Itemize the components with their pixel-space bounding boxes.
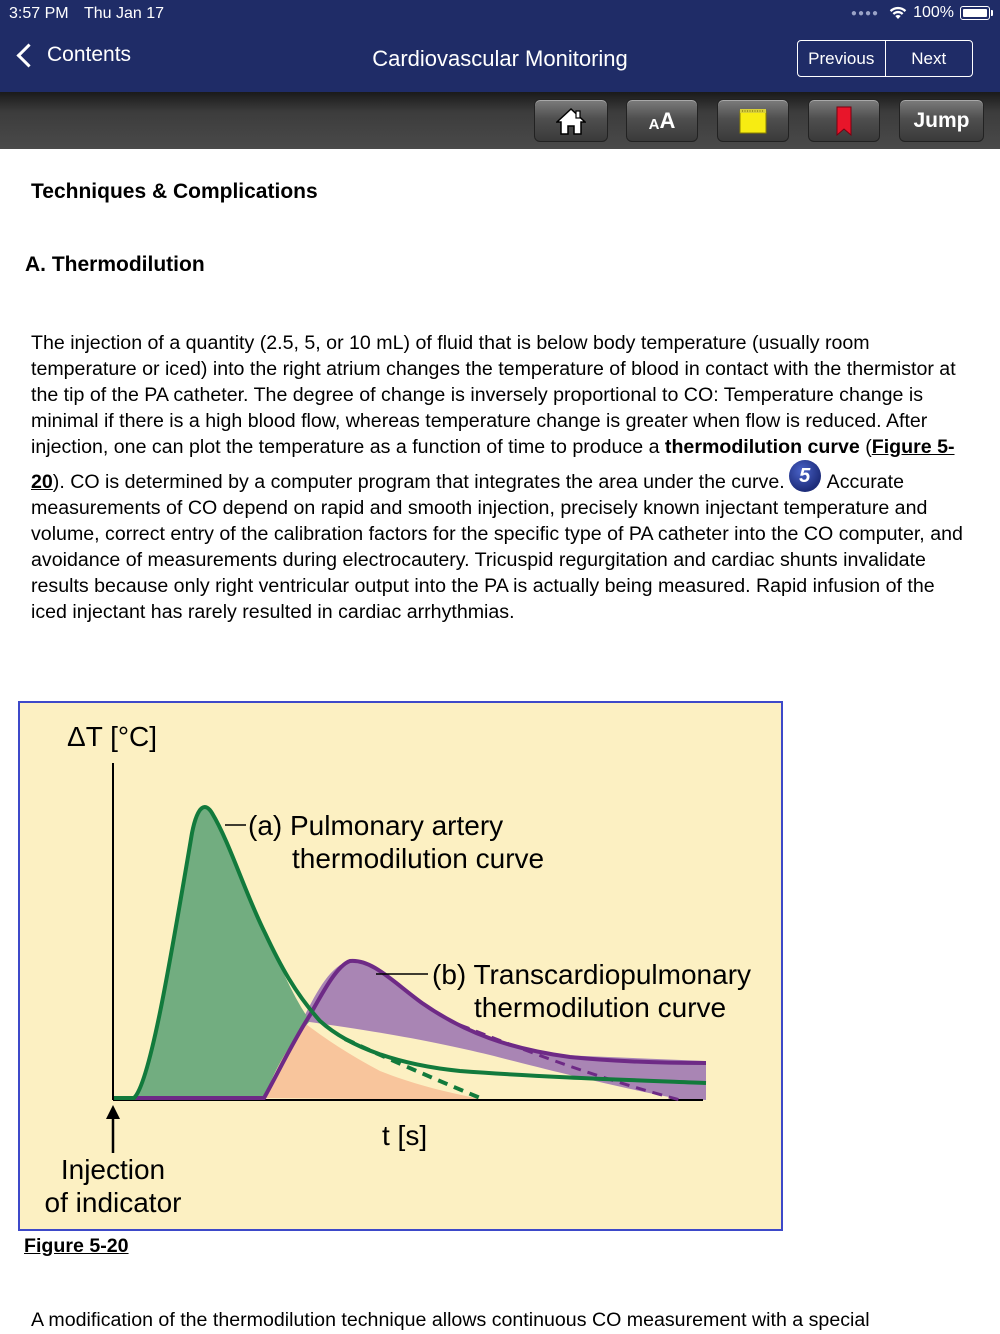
subsection-title: A. Thermodilution	[25, 253, 205, 276]
figure-caption-link[interactable]: Figure 5-20	[24, 1235, 129, 1257]
bold-term: thermodilution curve	[664, 436, 860, 458]
curve-a-label-line2: thermodilution curve	[292, 843, 545, 874]
text-size-button[interactable]	[626, 99, 698, 142]
home-icon	[556, 106, 586, 136]
y-axis-label: ΔT [°C]	[67, 721, 158, 752]
status-date: Thu Jan 17	[84, 5, 165, 22]
chevron-left-icon	[16, 43, 40, 67]
curve-a-fill	[114, 807, 310, 1098]
section-title: Techniques & Complications	[31, 180, 318, 203]
figure-thermodilution	[18, 701, 783, 1231]
para-text: Accurate measurements of CO depend on rapid and smooth injection, precisely known injectant temperature and volume, correct entry of the calibration factors for the specific type of PA catheter into the CO computer, and avoidance of measurements during electrocautery. Tricuspid regurgitation and cardiac shunts invalidate results because only right ventricular output into the PA is actually being measured. Rapid infusion of the iced injectant has rarely resulted in cardiac arrhythmias.	[31, 471, 963, 623]
prev-next-segmented-control	[797, 40, 973, 77]
next-button[interactable]: Next	[911, 48, 947, 68]
body-paragraph	[31, 330, 966, 625]
para-text: The injection of a quantity (2.5, 5, or 10 mL) of fluid that is below body temperature (usually room temperature or iced) into the right atrium changes the temperature of blood in contact with the thermistor at the tip of the PA catheter. The degree of change is inversely proportional to CO: Temperature change is minimal if there is a high blood flow, whereas temperature change is greater when flow is reduced. After injection, one can plot the temperature as a function of time to produce a	[31, 332, 956, 458]
body-paragraph-2: A modification of the thermodilution technique allows continuous CO measurement with a special	[31, 1309, 870, 1331]
toolbar	[0, 92, 1000, 149]
bookmark-icon	[836, 106, 852, 136]
back-button[interactable]	[14, 43, 131, 67]
navigation-bar	[0, 0, 1000, 92]
injection-label-line2: of indicator	[44, 1187, 182, 1218]
figure-link[interactable]: Figure 5-20	[31, 436, 955, 493]
injection-arrow-icon	[106, 1105, 120, 1119]
curve-b-label-line2: thermodilution curve	[474, 992, 727, 1023]
text-size-icon: A A	[648, 107, 676, 133]
status-indicators	[851, 4, 990, 22]
battery-icon	[960, 6, 990, 20]
status-bar	[0, 0, 1000, 28]
curve-b-label-line1: (b) Transcardiopulmonary	[432, 959, 752, 990]
injection-label-line1: Injection	[60, 1154, 166, 1185]
bookmark-button[interactable]	[808, 99, 880, 142]
x-axis-label: t [s]	[382, 1120, 428, 1151]
note-icon	[739, 108, 767, 134]
wifi-icon	[889, 6, 907, 20]
notes-button[interactable]	[717, 99, 789, 142]
curve-a-label-line1: (a) Pulmonary artery	[248, 810, 504, 841]
signal-dots-icon: ●●●●	[850, 7, 880, 19]
page-title: Cardiovascular Monitoring	[372, 46, 628, 71]
jump-button[interactable]: Jump	[899, 99, 984, 142]
key-point-badge[interactable]: 5	[789, 460, 821, 492]
back-label: Contents	[47, 43, 132, 66]
home-button[interactable]	[534, 99, 608, 142]
para-text: ). CO is determined by a computer program that integrates the area under the curve.	[52, 471, 785, 493]
para-text: (	[859, 436, 872, 458]
status-time: 3:57 PM	[9, 5, 69, 22]
previous-button[interactable]: Previous	[798, 41, 886, 76]
thermodilution-diagram	[20, 703, 781, 1229]
battery-percent: 100%	[913, 4, 954, 21]
